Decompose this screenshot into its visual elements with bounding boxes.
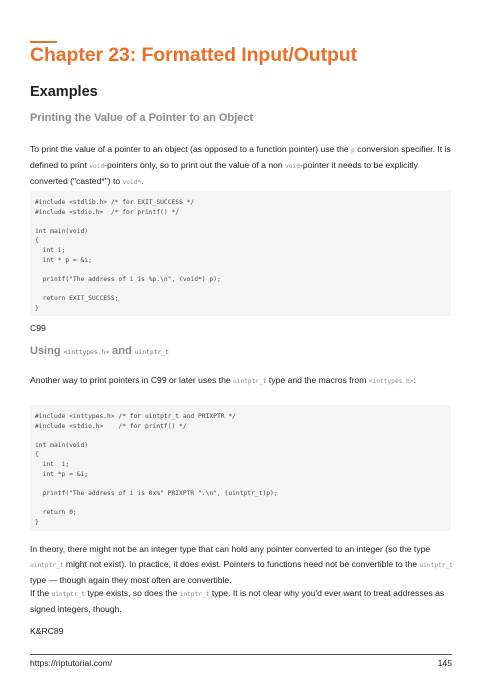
code-line: #include <stdlib.h> /* for EXIT_SUCCESS */ [35,199,195,206]
code-line [35,284,446,294]
version-label-krc89: K&RC89 [30,626,64,636]
code-line: int main(void) [35,227,89,235]
inline-code: uintptr_t [30,562,64,569]
section-title-printing-pointer: Printing the Value of a Pointer to an Object [30,112,254,124]
code-line: int *p = &i; [35,470,89,478]
examples-heading: Examples [30,84,98,100]
chapter-title: Chapter 23: Formatted Input/Output [30,44,358,66]
inline-code: intptr_t [179,591,210,598]
code-line: #include <stdio.h> /* for printf() */ [35,208,180,216]
code-line [35,479,446,489]
inline-code: void [285,163,300,170]
inline-code: p [351,147,355,154]
code-line: { [35,237,39,245]
code-block-uintptr [30,405,451,531]
code-line [35,217,446,227]
code-line: return 0; [35,508,77,516]
code-line [35,498,446,508]
inline-code: <inttypes.h> [368,378,414,385]
paragraph-uintptr-intro: Another way to print pointers in C99 or later uses the uintptr_t type and the macros from <inttypes.h>: [30,375,416,385]
code-line [35,431,446,441]
code-line: int * p = &i; [35,256,92,264]
chapter-accent-bar [30,41,57,43]
paragraph-theory: In theory, there might not be an integer type that can hold any pointer converted to an integer (so the type uintptr_t might not exist). In practice, it does exist. Pointers to functions need not be convertible to the uintptr_t type — though again they most often are convertible. [30,544,453,585]
code-line: int i; [35,460,70,468]
version-label-c99: C99 [30,323,46,333]
code-line: #include <stdio.h> /* for printf() */ [35,422,187,430]
inline-code: uintptr_t [233,378,267,385]
code-line: } [35,304,39,312]
footer-url[interactable]: https://riptutorial.com/ [30,658,113,668]
code-line: int main(void) [35,441,89,449]
code-line: int i; [35,246,66,254]
code-line: printf("The address of i is %p.\n", (void*) p); [35,275,221,283]
code-line: printf("The address of i is 0x%" PRIXPTR ".\n", (uintptr_t)p); [35,489,278,497]
inline-code: uintptr_t [419,562,453,569]
code-line: { [35,451,39,459]
paragraph-intptr: If the uintptr_t type exists, so does the intptr_t type. It is not clear why you'd ever want to treat addresses as signed integers, though. [30,588,445,614]
code-line: return EXIT_SUCCESS; [35,294,119,302]
inline-code: void* [122,179,142,186]
code-line [35,265,446,275]
footer-divider [30,654,452,655]
inline-code: uintptr_t [134,349,169,356]
paragraph-intro: To print the value of a pointer to an object (as opposed to a function pointer) use the p conversion specifier. It is defined to print void-pointers only, so to print out the value of a non void-pointer it needs to be explicitly converted ("casted*") to void*. [30,144,451,186]
code-block-print-pointer [30,191,451,316]
section-title-inttypes: Using <inttypes.h> and uintptr_t [30,345,169,357]
inline-code: void [89,163,105,170]
inline-code: uintptr_t [51,591,86,598]
code-line: #include <inttypes.h> /* for uintptr_t and PRIXPTR */ [35,413,236,420]
code-line: } [35,518,39,526]
inline-code: <inttypes.h> [63,349,110,356]
page-number: 145 [437,658,452,668]
